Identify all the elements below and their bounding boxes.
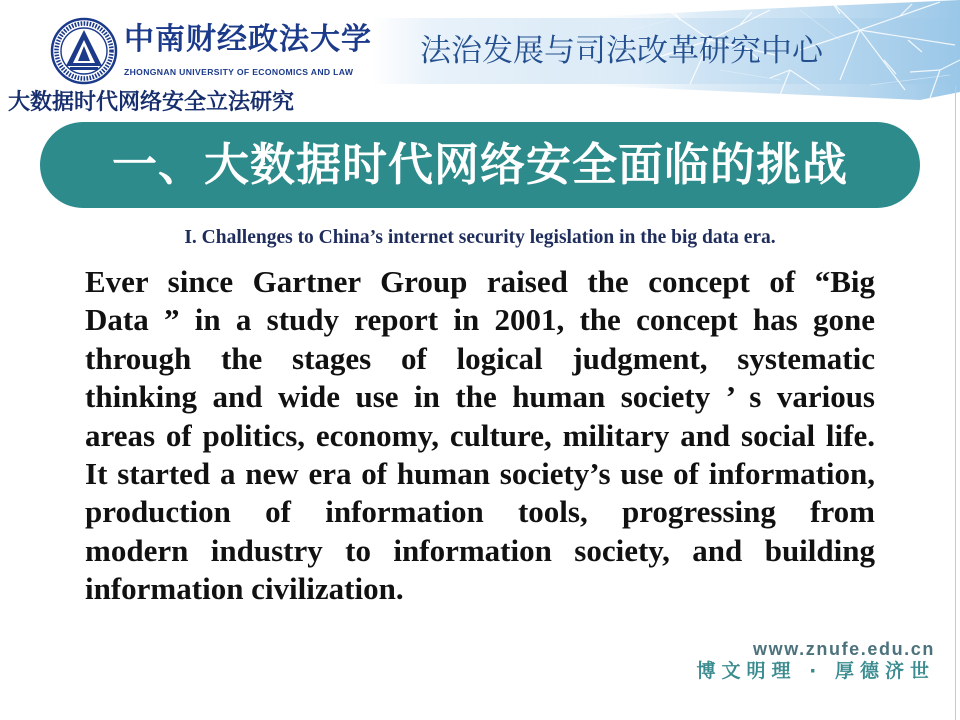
body-line: Data ” in a study report in 2001, the concept has gone — [85, 302, 875, 338]
body-line: production of information tools, progressing from — [85, 494, 875, 530]
slide-border — [955, 86, 956, 720]
university-motto: 博文明理 · 厚德济世 — [696, 660, 935, 682]
research-center-name: 法治发展与司法改革研究中心 — [420, 33, 823, 69]
body-line: Ever since Gartner Group raised the concept of “Big — [85, 264, 875, 299]
section-title: 一、大数据时代网络安全面临的挑战 — [111, 138, 848, 191]
body-line: areas of politics, economy, culture, military and social life. — [85, 417, 875, 453]
section-subtitle: I. Challenges to China’s internet security legislation in the big data era. — [184, 227, 776, 248]
body-line: It started a new era of human society’s use of information, — [85, 455, 875, 491]
body-paragraph — [85, 263, 875, 609]
university-website: www.znufe.edu.cn — [753, 639, 935, 659]
university-name-english: ZHONGNAN UNIVERSITY OF ECONOMICS AND LAW — [124, 67, 354, 77]
university-seal-icon — [50, 17, 118, 85]
body-line: modern industry to information society, and building — [85, 532, 875, 568]
university-name-chinese: 中南财经政法大学 — [124, 22, 372, 57]
body-line: thinking and wide use in the human society ’ s various — [85, 379, 875, 415]
presentation-topic: 大数据时代网络安全立法研究 — [8, 90, 295, 115]
body-line: information civilization. — [85, 571, 404, 607]
body-line: through the stages of logical judgment, systematic — [85, 340, 875, 376]
